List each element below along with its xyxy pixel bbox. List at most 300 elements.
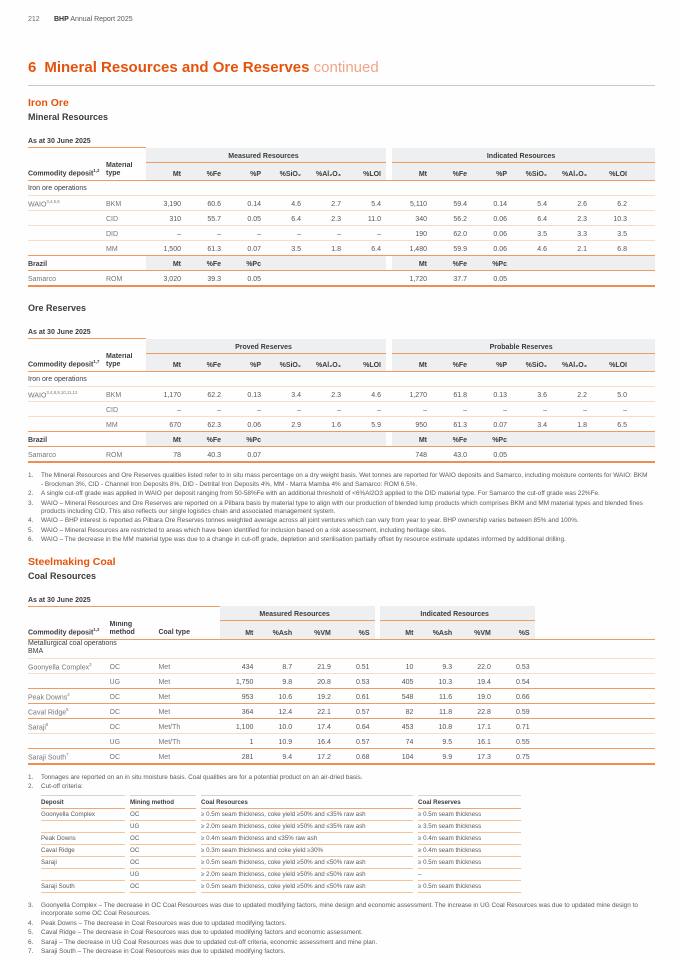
mining-method: OC <box>110 719 159 734</box>
spacer <box>266 432 306 447</box>
value-cell: 2.7 <box>306 196 346 211</box>
value-cell: 9.4 <box>258 749 297 765</box>
table-row <box>28 241 655 256</box>
column-header-deposit: Commodity deposit$^{1,2}$ <box>28 162 106 181</box>
value-cell: 10 <box>380 659 419 674</box>
value-cell: 1,270 <box>392 387 432 402</box>
value-cell: 2.6 <box>552 196 592 211</box>
deposit-label: Caval Ridge <box>41 845 125 857</box>
trailing-cell <box>632 432 655 447</box>
column-header: %Fe <box>186 432 226 447</box>
value-cell: 2.9 <box>266 417 306 432</box>
value-cell: 21.9 <box>297 659 336 674</box>
criteria-cell: ≥ 0.5m seam thickness, coke yield ≥50% and ≤50% raw ash <box>201 857 413 869</box>
deposit-label: Peak Downs$^4$ <box>28 689 110 704</box>
value-cell: 0.07 <box>472 417 512 432</box>
footnote <box>28 500 655 517</box>
footnote-number: 2. <box>28 783 34 791</box>
material-type: ROM <box>106 447 146 463</box>
value-cell: 548 <box>380 689 419 704</box>
value-cell: 1.8 <box>552 417 592 432</box>
deposit-label: Peak Downs <box>41 833 125 845</box>
footnote-text: The Mineral Resources and Ore Reserves qualities listed refer to in situ mass percentage on a dry weight basis. Wet tonnes are reported for WAIO deposits and Samarco, including moisture contents for WAIO: BKM - Brockman 3%, CID - Channel Iron Deposits 8%, DID - Detrital Iron Deposits 4%, MM - Marra Mamba 4% and Samarco: ROM 6.5%. <box>41 472 648 488</box>
criteria-cell: ≥ 0.5m seam thickness, coke yield ≥50% and ≤35% raw ash <box>201 809 413 821</box>
value-cell: 19.2 <box>297 689 336 704</box>
iron-ore-reserves-table <box>28 324 655 463</box>
deposit-label <box>28 226 106 241</box>
value-cell: 0.07 <box>226 241 266 256</box>
value-cell: 310 <box>146 211 186 226</box>
column-header: %SiO₂ <box>266 353 306 372</box>
value-cell: 364 <box>220 704 259 719</box>
value-cell: 10.9 <box>258 734 297 749</box>
value-cell: 4.6 <box>266 196 306 211</box>
table-row <box>28 621 655 640</box>
footnote <box>28 939 655 947</box>
table-row <box>28 133 655 148</box>
footnote-text: Tonnages are reported on an in situ moisture basis. Coal qualities are for a potential product on an air-dried basis. <box>41 774 363 781</box>
value-cell: – <box>512 402 552 417</box>
criteria-cell: ≥ 3.5m seam thickness <box>418 821 521 833</box>
deposit-label: Saraji South$^7$ <box>28 749 110 765</box>
column-header: %Al₂O₃ <box>552 162 592 181</box>
deposit-label <box>28 734 110 749</box>
spacer <box>592 271 632 287</box>
table-row <box>41 809 521 821</box>
table-body <box>28 324 655 462</box>
trailing-cell <box>535 749 655 765</box>
spacer <box>592 256 632 271</box>
column-header: %Pc <box>472 256 512 271</box>
column-header: %Fe <box>186 353 226 372</box>
value-cell: – <box>226 402 266 417</box>
footnote <box>28 948 655 956</box>
value-cell: 12.4 <box>258 704 297 719</box>
mineral-resources-subtitle: Mineral Resources <box>28 112 109 122</box>
footnote-number: 4. <box>28 919 34 927</box>
value-cell: 5.9 <box>346 417 386 432</box>
region-label: Brazil <box>28 256 106 271</box>
footnote-superscript: 3 <box>89 661 92 667</box>
coal-type: Met <box>158 689 219 704</box>
column-header: %VM <box>297 621 336 640</box>
column-header: %SiO₂ <box>512 162 552 181</box>
criteria-cell: UG <box>130 821 196 833</box>
iron-mineral-resources-table-container <box>28 133 655 287</box>
table-row <box>41 869 521 881</box>
table-row <box>41 881 521 893</box>
footnote-superscript: 7 <box>66 751 69 757</box>
deposit-label: Saraji$^6$ <box>28 719 110 734</box>
table-row <box>28 181 655 196</box>
column-header: %P <box>472 162 512 181</box>
value-cell: – <box>346 226 386 241</box>
value-cell: 0.05 <box>226 271 266 287</box>
deposit-label: Goonyella Complex$^3$ <box>28 659 110 674</box>
value-cell: 1,100 <box>220 719 259 734</box>
spacer <box>552 432 592 447</box>
coal-resources-table-container <box>28 592 655 765</box>
spacer <box>28 148 146 163</box>
material-type: CID <box>106 211 146 226</box>
trailing-cell <box>632 211 655 226</box>
value-cell: 0.57 <box>336 734 375 749</box>
column-header: %SiO₂ <box>266 162 306 181</box>
column-header: %SiO₂ <box>512 353 552 372</box>
footnote-text: Saraji South – The decrease in Coal Resources was due to updated modifying factors. <box>41 948 286 956</box>
deposit-label: WAIO$^{3,4,5,6}$ <box>28 196 106 211</box>
value-cell: 10.3 <box>418 674 457 689</box>
spacer <box>346 271 386 287</box>
value-cell: 0.07 <box>226 447 266 463</box>
footnote-text: Goonyella Complex – The decrease in OC Coal Resources was due to updated modifying factors, mine design and economic assessment. The increase in UG Coal Resources was due to updated mine design to incorporate some OC Coal Resources. <box>41 901 638 918</box>
trailing-cell <box>535 621 655 640</box>
value-cell: 3.6 <box>512 387 552 402</box>
footnote-text: Caval Ridge – The decrease in Coal Resources was due to updated modifying factors and economic assessment. <box>41 929 363 937</box>
value-cell: 0.75 <box>496 749 535 765</box>
value-cell: – <box>266 402 306 417</box>
table-row <box>28 324 655 339</box>
value-cell: 16.4 <box>297 734 336 749</box>
value-cell: 62.0 <box>432 226 472 241</box>
criteria-cell: ≥ 0.4m seam thickness <box>418 833 521 845</box>
column-header: %Fe <box>186 256 226 271</box>
footnote-number: 1. <box>28 774 34 781</box>
value-cell: 3.4 <box>266 387 306 402</box>
deposit-label <box>28 402 106 417</box>
value-cell: 9.5 <box>418 734 457 749</box>
footnote-superscript: 1,2 <box>93 167 100 173</box>
mining-method: UG <box>110 674 159 689</box>
value-cell: 0.61 <box>336 689 375 704</box>
column-header: %Ash <box>418 621 457 640</box>
footnote <box>28 517 655 525</box>
table-body <box>28 133 655 286</box>
trailing-cell <box>632 226 655 241</box>
value-cell: 0.68 <box>336 749 375 765</box>
value-cell: 8.7 <box>258 659 297 674</box>
value-cell: 953 <box>220 689 259 704</box>
table-row <box>28 432 655 447</box>
table-row <box>28 372 655 387</box>
deposit-label: Caval Ridge$^5$ <box>28 704 110 719</box>
material-type: MM <box>106 417 146 432</box>
value-cell: 1.6 <box>306 417 346 432</box>
column-header: %Ash <box>258 621 297 640</box>
value-cell: 104 <box>380 749 419 765</box>
value-cell: 56.2 <box>432 211 472 226</box>
trailing-cell <box>535 659 655 674</box>
value-cell: 190 <box>392 226 432 241</box>
table-row <box>28 271 655 287</box>
deposit-label: WAIO$^{3,4,8,9,10,11,12}$ <box>28 387 106 402</box>
page-header <box>28 16 655 23</box>
value-cell: 5.0 <box>592 387 632 402</box>
value-cell: 0.64 <box>336 719 375 734</box>
column-header: %Fe <box>432 162 472 181</box>
value-cell: 2.3 <box>552 211 592 226</box>
trailing-cell <box>632 256 655 271</box>
value-cell: – <box>306 402 346 417</box>
table-row <box>41 857 521 869</box>
group-header: Measured Resources <box>146 148 386 163</box>
value-cell: 0.57 <box>336 704 375 719</box>
footnote-text: Saraji – The decrease in UG Coal Resources was due to updated cut-off criteria, economic assessment and mine plan. <box>41 938 378 946</box>
value-cell: – <box>306 226 346 241</box>
value-cell: 1,480 <box>392 241 432 256</box>
value-cell: 20.8 <box>297 674 336 689</box>
trailing-cell <box>632 353 655 372</box>
spacer <box>28 339 146 354</box>
table-row <box>28 353 655 372</box>
value-cell: – <box>186 226 226 241</box>
value-cell: 40.3 <box>186 447 226 463</box>
table-row <box>28 226 655 241</box>
value-cell: – <box>146 402 186 417</box>
value-cell: 59.9 <box>432 241 472 256</box>
coal-type: Met/Th <box>158 734 219 749</box>
value-cell: – <box>146 226 186 241</box>
table-row <box>28 719 655 734</box>
deposit-label <box>41 821 125 833</box>
footnote-text: WAIO – Mineral Resources are restricted to areas which have been identified for inclusion based on a risk assessment, including heritage sites. <box>41 526 447 534</box>
value-cell: 19.4 <box>457 674 496 689</box>
spacer <box>306 447 346 463</box>
value-cell: 3.3 <box>552 226 592 241</box>
group-header: Probable Reserves <box>392 339 655 354</box>
criteria-cell: ≥ 0.3m seam thickness and coke yield ≥30% <box>201 845 413 857</box>
value-cell: 6.4 <box>512 211 552 226</box>
value-cell: 0.14 <box>226 196 266 211</box>
trailing-cell <box>535 606 655 621</box>
footnote-number: 2. <box>28 490 34 498</box>
value-cell: 78 <box>146 447 186 463</box>
value-cell: 0.53 <box>496 659 535 674</box>
value-cell: 11.0 <box>346 211 386 226</box>
table-body <box>41 795 521 893</box>
criteria-cell: OC <box>130 857 196 869</box>
section-label: Iron ore operations <box>28 181 655 196</box>
group-header: Indicated Resources <box>392 148 655 163</box>
value-cell: – <box>186 402 226 417</box>
section-label: Metallurgical coal operations BMA <box>28 639 655 658</box>
value-cell: 2.2 <box>552 387 592 402</box>
value-cell: 22.1 <box>297 704 336 719</box>
deposit-label <box>28 211 106 226</box>
footnote <box>28 902 655 919</box>
footnote-text: WAIO – Mineral Resources and Ore Reserves are reported on a Pilbara basis by material type to align with our production of blended lump products which comprises BKM and MM material types and blended fines products including CID. This also reflects our single logistics chain and associated management system. <box>41 499 643 515</box>
material-type: BKM <box>106 387 146 402</box>
trailing-cell <box>632 417 655 432</box>
value-cell: 6.4 <box>346 241 386 256</box>
value-cell: 9.9 <box>418 749 457 765</box>
table-row <box>41 821 521 833</box>
mining-method: OC <box>110 659 159 674</box>
value-cell: – <box>472 402 512 417</box>
iron-ore-reserves-table-container <box>28 324 655 463</box>
value-cell: – <box>266 226 306 241</box>
brand-name: BHP <box>54 16 69 23</box>
spacer <box>552 256 592 271</box>
footnote-number: 3. <box>28 901 34 909</box>
criteria-cell: ≥ 0.5m seam thickness <box>418 881 521 893</box>
value-cell: 748 <box>392 447 432 463</box>
value-cell: 82 <box>380 704 419 719</box>
value-cell: 3.5 <box>512 226 552 241</box>
table-row <box>28 196 655 211</box>
column-header: %Al₂O₃ <box>552 353 592 372</box>
footnote <box>28 472 655 489</box>
value-cell: 10.6 <box>258 689 297 704</box>
table-row <box>28 606 655 621</box>
criteria-cell: OC <box>130 845 196 857</box>
deposit-label: Samarco <box>28 271 106 287</box>
value-cell: 670 <box>146 417 186 432</box>
footnote-text: WAIO – The decrease in the MM material type was due to a change in cut-off grade, depletion and sterilisation partially offset by resource estimate updates informed by additional drilling. <box>41 536 566 544</box>
column-header: %Al₂O₃ <box>306 162 346 181</box>
mining-method: UG <box>110 734 159 749</box>
footnote-superscript: 3,4,5,6 <box>46 198 60 204</box>
criteria-cell: UG <box>130 869 196 881</box>
column-header: Mt <box>392 256 432 271</box>
column-header: %LOI <box>592 162 632 181</box>
spacer <box>346 256 386 271</box>
criteria-cell: ≥ 2.0m seam thickness, coke yield ≥50% and ≤50% raw ash <box>201 869 413 881</box>
trailing-cell <box>632 162 655 181</box>
table-row <box>28 402 655 417</box>
deposit-label: Samarco <box>28 447 106 463</box>
value-cell: 17.2 <box>297 749 336 765</box>
trailing-cell <box>632 387 655 402</box>
column-header: %LOI <box>346 162 386 181</box>
trailing-cell <box>535 719 655 734</box>
deposit-label <box>28 674 110 689</box>
trailing-cell <box>632 447 655 463</box>
value-cell: 3.4 <box>512 417 552 432</box>
value-cell: 6.8 <box>592 241 632 256</box>
coal-footnotes-top <box>28 774 655 792</box>
criteria-cell: OC <box>130 833 196 845</box>
footnote-number: 6. <box>28 938 34 946</box>
table-row <box>28 734 655 749</box>
iron-footnotes <box>28 472 655 545</box>
column-header: %P <box>226 162 266 181</box>
cutoff-criteria-table <box>36 795 526 893</box>
value-cell: 2.3 <box>306 387 346 402</box>
footnote-number: 1. <box>28 472 34 480</box>
footnote-number: 7. <box>28 948 34 956</box>
criteria-cell: ≥ 0.4m seam thickness <box>418 845 521 857</box>
footnote-text: Peak Downs – The decrease in Coal Resources was due to updated modifying factors. <box>41 919 287 927</box>
value-cell: 59.4 <box>432 196 472 211</box>
value-cell: 0.13 <box>472 387 512 402</box>
value-cell: 17.3 <box>457 749 496 765</box>
column-header: %Fe <box>432 256 472 271</box>
value-cell: 0.66 <box>496 689 535 704</box>
section-continued: continued <box>313 59 379 76</box>
group-header: Measured Resources <box>220 606 375 621</box>
deposit-label: Goonyella Complex <box>41 809 125 821</box>
column-header: %VM <box>457 621 496 640</box>
column-header: Mt <box>146 162 186 181</box>
table-row <box>28 417 655 432</box>
mining-method: OC <box>110 689 159 704</box>
spacer <box>306 432 346 447</box>
value-cell: 453 <box>380 719 419 734</box>
spacer <box>106 256 146 271</box>
value-cell: 11.8 <box>418 704 457 719</box>
value-cell: 61.8 <box>432 387 472 402</box>
material-type: DID <box>106 226 146 241</box>
column-header: Mt <box>146 353 186 372</box>
value-cell: 10.8 <box>418 719 457 734</box>
spacer <box>306 256 346 271</box>
trailing-cell <box>535 704 655 719</box>
spacer <box>106 432 146 447</box>
ore-reserves-subtitle: Ore Reserves <box>28 303 87 314</box>
value-cell: 0.06 <box>472 241 512 256</box>
footnote <box>28 920 655 928</box>
mining-method: OC <box>110 749 159 765</box>
coal-resources-subtitle: Coal Resources <box>28 570 97 581</box>
group-header: Proved Reserves <box>146 339 386 354</box>
coal-resources-table <box>28 592 655 765</box>
table-row <box>41 833 521 845</box>
criteria-cell: – <box>418 869 521 881</box>
value-cell: 37.7 <box>432 271 472 287</box>
cutoff-criteria-table-container <box>28 795 655 893</box>
trailing-cell <box>632 241 655 256</box>
value-cell: 340 <box>392 211 432 226</box>
value-cell: 6.4 <box>266 211 306 226</box>
value-cell: 281 <box>220 749 259 765</box>
footnote-number: 3. <box>28 499 34 507</box>
value-cell: 9.8 <box>258 674 297 689</box>
column-header: Mt <box>392 432 432 447</box>
spacer <box>512 432 552 447</box>
value-cell: 0.13 <box>226 387 266 402</box>
material-type: MM <box>106 241 146 256</box>
table-body <box>28 592 655 764</box>
footnote-superscript: 5 <box>66 706 69 712</box>
spacer <box>266 256 306 271</box>
spacer <box>512 271 552 287</box>
value-cell: 0.53 <box>336 674 375 689</box>
value-cell: 17.4 <box>297 719 336 734</box>
value-cell: 4.6 <box>512 241 552 256</box>
iron-ore-heading: Iron Ore <box>28 97 69 109</box>
deposit-label <box>28 241 106 256</box>
value-cell: 39.3 <box>186 271 226 287</box>
group-header: Indicated Resources <box>380 606 535 621</box>
spacer <box>146 133 655 148</box>
spacer <box>512 256 552 271</box>
column-header: %Fe <box>432 353 472 372</box>
criteria-cell: OC <box>130 881 196 893</box>
value-cell: 10.3 <box>592 211 632 226</box>
criteria-cell: ≥ 0.4m seam thickness and ≤35% raw ash <box>201 833 413 845</box>
footnote <box>28 774 655 782</box>
value-cell: 11.6 <box>418 689 457 704</box>
column-header: %Al₂O₃ <box>306 353 346 372</box>
table-row <box>28 639 655 658</box>
material-type: CID <box>106 402 146 417</box>
value-cell: 0.51 <box>336 659 375 674</box>
value-cell: 62.2 <box>186 387 226 402</box>
value-cell: 60.6 <box>186 196 226 211</box>
column-header: %Pc <box>472 432 512 447</box>
trailing-cell <box>535 674 655 689</box>
